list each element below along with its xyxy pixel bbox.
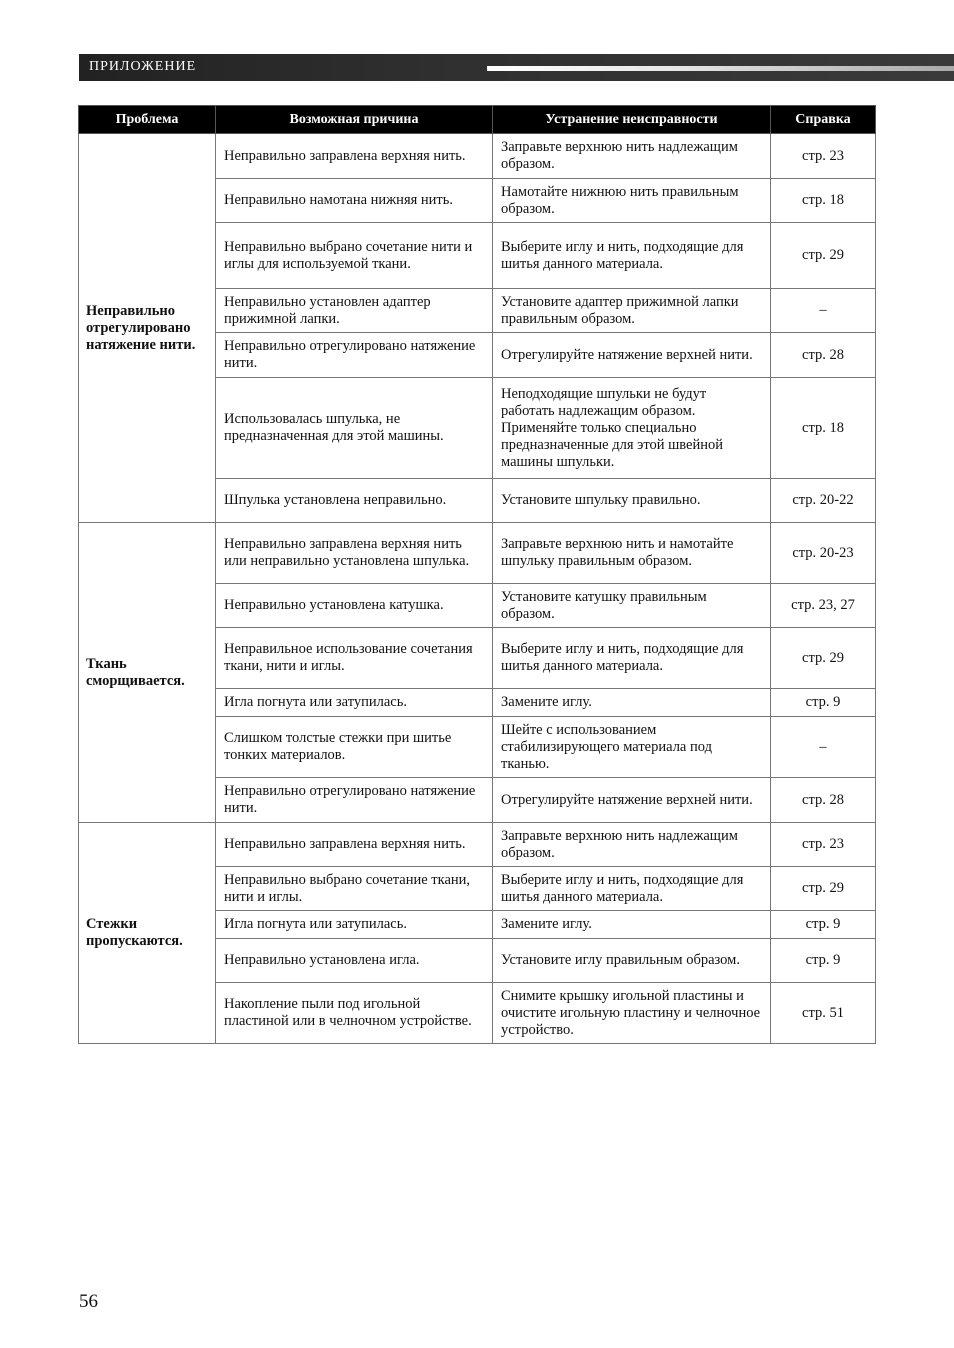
- ref-cell: стр. 23, 27: [771, 584, 876, 628]
- fix-cell: Заправьте верхнюю нить надлежащим образом.: [493, 134, 771, 179]
- fix-cell: Заправьте верхнюю нить и намотайте шпульку правильным образом.: [493, 523, 771, 584]
- ref-cell: стр. 18: [771, 179, 876, 223]
- cause-cell: Неправильно отрегулировано натяжение нити.: [216, 333, 493, 378]
- ref-cell: стр. 20-22: [771, 479, 876, 523]
- fix-cell: Замените иглу.: [493, 911, 771, 939]
- table-row: [79, 523, 876, 584]
- cause-cell: Неправильное использование сочетания ткани, нити и иглы.: [216, 628, 493, 689]
- ref-cell: –: [771, 289, 876, 333]
- ref-cell: –: [771, 717, 876, 778]
- ref-cell: стр. 18: [771, 378, 876, 479]
- cause-cell: Неправильно выбрано сочетание нити и иглы для используемой ткани.: [216, 223, 493, 289]
- cause-cell: Неправильно намотана нижняя нить.: [216, 179, 493, 223]
- fix-cell: Неподходящие шпульки не будут работать надлежащим образом. Применяйте только специально предназначенные для этой швейной машины шпульки.: [493, 378, 771, 479]
- fix-cell: Замените иглу.: [493, 689, 771, 717]
- fix-cell: Установите иглу правильным образом.: [493, 939, 771, 983]
- header-problem: Проблема: [79, 106, 216, 134]
- page-number: 56: [79, 1291, 98, 1312]
- ref-cell: стр. 29: [771, 867, 876, 911]
- table-header-row: [79, 106, 876, 134]
- fix-cell: Шейте с использованием стабилизирующего материала под тканью.: [493, 717, 771, 778]
- ref-cell: стр. 9: [771, 939, 876, 983]
- table-row: [79, 134, 876, 179]
- cause-cell: Игла погнута или затупилась.: [216, 689, 493, 717]
- fix-cell: Отрегулируйте натяжение верхней нити.: [493, 333, 771, 378]
- cause-cell: Неправильно заправлена верхняя нить.: [216, 823, 493, 867]
- cause-cell: Неправильно заправлена верхняя нить или неправильно установлена шпулька.: [216, 523, 493, 584]
- decorative-stripe: [487, 66, 954, 71]
- ref-cell: стр. 20-23: [771, 523, 876, 584]
- fix-cell: Отрегулируйте натяжение верхней нити.: [493, 778, 771, 823]
- problem-cell: Неправильно отрегулировано натяжение нити.: [79, 134, 216, 523]
- problem-cell: Ткань сморщивается.: [79, 523, 216, 823]
- ref-cell: стр. 28: [771, 778, 876, 823]
- cause-cell: Неправильно установлен адаптер прижимной лапки.: [216, 289, 493, 333]
- ref-cell: стр. 9: [771, 689, 876, 717]
- problem-cell: Стежки пропускаются.: [79, 823, 216, 1044]
- ref-cell: стр. 23: [771, 823, 876, 867]
- ref-cell: стр. 29: [771, 628, 876, 689]
- fix-cell: Снимите крышку игольной пластины и очистите игольную пластину и челночное устройство.: [493, 983, 771, 1044]
- fix-cell: Установите шпульку правильно.: [493, 479, 771, 523]
- cause-cell: Неправильно установлена катушка.: [216, 584, 493, 628]
- ref-cell: стр. 51: [771, 983, 876, 1044]
- ref-cell: стр. 23: [771, 134, 876, 179]
- cause-cell: Использовалась шпулька, не предназначенная для этой машины.: [216, 378, 493, 479]
- cause-cell: Неправильно установлена игла.: [216, 939, 493, 983]
- header-cause: Возможная причина: [216, 106, 493, 134]
- cause-cell: Неправильно выбрано сочетание ткани, нити и иглы.: [216, 867, 493, 911]
- section-header-bar: [79, 54, 954, 81]
- cause-cell: Игла погнута или затупилась.: [216, 911, 493, 939]
- ref-cell: стр. 28: [771, 333, 876, 378]
- fix-cell: Заправьте верхнюю нить надлежащим образом.: [493, 823, 771, 867]
- ref-cell: стр. 9: [771, 911, 876, 939]
- fix-cell: Выберите иглу и нить, подходящие для шитья данного материала.: [493, 223, 771, 289]
- header-ref: Справка: [771, 106, 876, 134]
- fix-cell: Установите катушку правильным образом.: [493, 584, 771, 628]
- cause-cell: Неправильно заправлена верхняя нить.: [216, 134, 493, 179]
- section-title: ПРИЛОЖЕНИЕ: [89, 59, 197, 74]
- fix-cell: Выберите иглу и нить, подходящие для шитья данного материала.: [493, 628, 771, 689]
- header-fix: Устранение неисправности: [493, 106, 771, 134]
- table-row: [79, 823, 876, 867]
- ref-cell: стр. 29: [771, 223, 876, 289]
- cause-cell: Неправильно отрегулировано натяжение нити.: [216, 778, 493, 823]
- fix-cell: Выберите иглу и нить, подходящие для шитья данного материала.: [493, 867, 771, 911]
- cause-cell: Слишком толстые стежки при шитье тонких материалов.: [216, 717, 493, 778]
- troubleshooting-table: [78, 105, 876, 1044]
- fix-cell: Намотайте нижнюю нить правильным образом.: [493, 179, 771, 223]
- cause-cell: Шпулька установлена неправильно.: [216, 479, 493, 523]
- fix-cell: Установите адаптер прижимной лапки правильным образом.: [493, 289, 771, 333]
- cause-cell: Накопление пыли под игольной пластиной или в челночном устройстве.: [216, 983, 493, 1044]
